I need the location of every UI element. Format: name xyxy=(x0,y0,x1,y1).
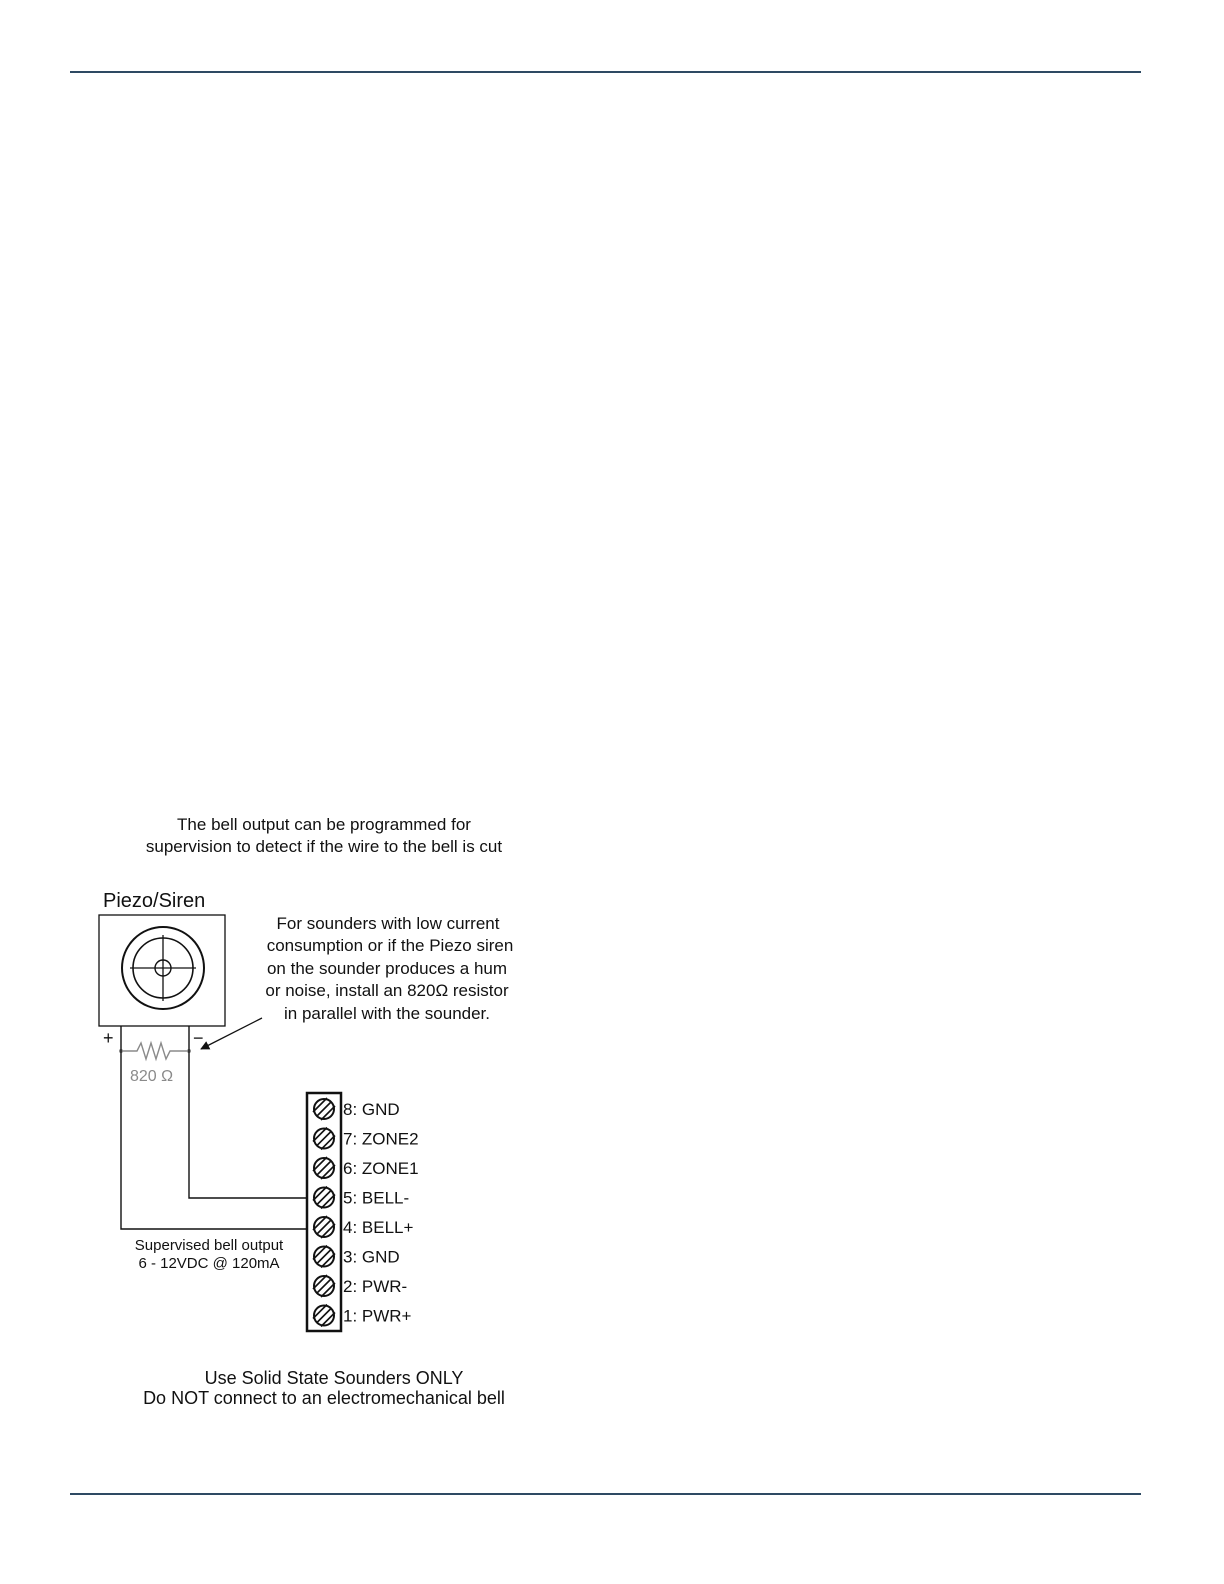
terminal-screw-icon xyxy=(313,1305,335,1327)
terminal-label: 3: GND xyxy=(343,1247,400,1267)
terminal-screw-icon xyxy=(313,1187,335,1209)
terminal-screw-icon xyxy=(313,1157,335,1179)
negative-sign: − xyxy=(193,1028,204,1048)
terminal-screw-icon xyxy=(313,1275,335,1297)
sounder-label: Piezo/Siren xyxy=(103,890,206,912)
supervision-note-line2: supervision to detect if the wire to the bell is cut xyxy=(145,837,503,856)
resistor-icon xyxy=(119,1043,191,1059)
terminal-screw-icon xyxy=(313,1098,335,1120)
resistor-note-line5: in parallel with the sounder. xyxy=(283,1004,491,1023)
terminal-label: 8: GND xyxy=(343,1100,400,1119)
bell-output-note-line1: Supervised bell output xyxy=(134,1237,284,1254)
positive-sign: + xyxy=(103,1028,114,1048)
terminal-screw-icon xyxy=(313,1216,335,1238)
warning-line1: Use Solid State Sounders ONLY xyxy=(204,1368,464,1388)
terminal-label: 7: ZONE2 xyxy=(343,1129,419,1149)
resistor-note-line4: or noise, install an 820Ω resistor xyxy=(265,981,509,1000)
footer-rule xyxy=(70,1493,1141,1495)
resistor-note-line1: For sounders with low current xyxy=(276,914,500,933)
warning-line2: Do NOT connect to an electromechanical bell xyxy=(143,1388,505,1408)
bell-minus-wire xyxy=(189,1026,318,1198)
bell-output-note-line2: 6 - 12VDC @ 120mA xyxy=(138,1255,280,1272)
resistor-note-line3: on the sounder produces a hum xyxy=(266,959,508,978)
terminal-label: 4: BELL+ xyxy=(343,1218,414,1237)
resistor-note-line2: consumption or if the Piezo siren xyxy=(266,936,514,955)
terminal-label: 6: ZONE1 xyxy=(343,1159,419,1178)
terminal-label: 1: PWR+ xyxy=(343,1306,412,1326)
resistor-value-label: 820 Ω xyxy=(130,1068,174,1085)
terminal-screw-icon xyxy=(313,1246,335,1268)
supervision-note-line1: The bell output can be programmed for xyxy=(177,815,471,834)
terminal-label: 2: PWR- xyxy=(343,1277,408,1296)
terminal-screw-icon xyxy=(313,1128,335,1150)
piezo-siren-icon xyxy=(99,915,225,1026)
terminal-label: 5: BELL- xyxy=(343,1188,410,1208)
